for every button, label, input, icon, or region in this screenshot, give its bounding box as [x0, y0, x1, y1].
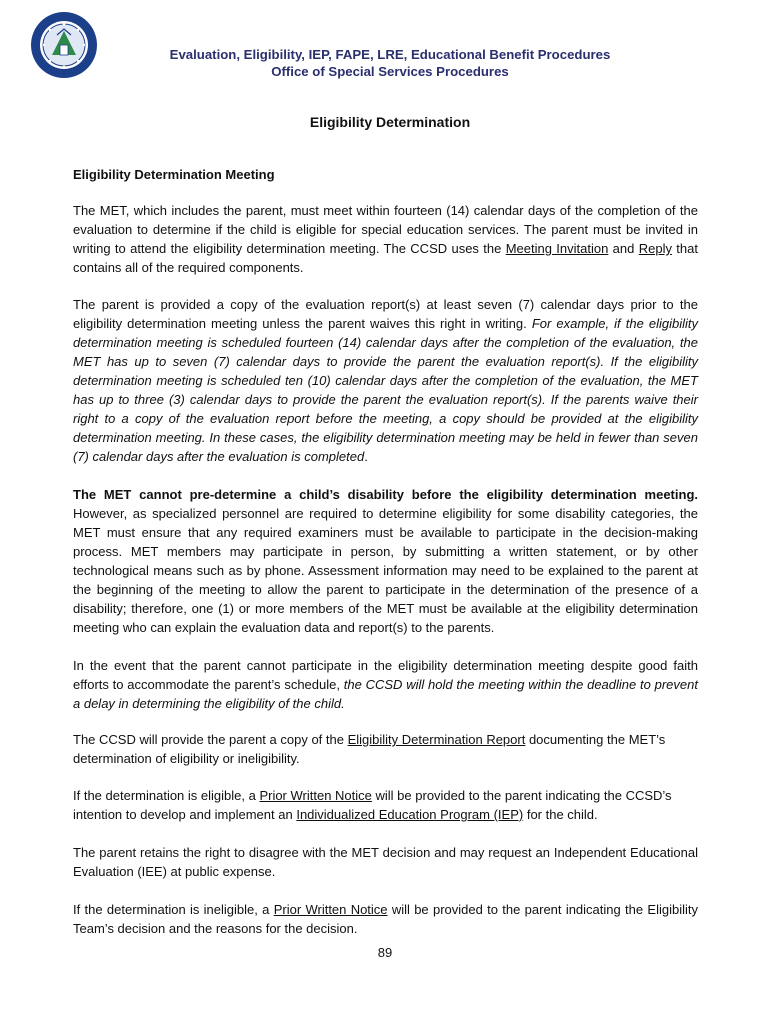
iep-link[interactable]: Individualized Education Program (IEP) [296, 807, 524, 822]
prior-written-notice-link[interactable]: Prior Written Notice [259, 788, 372, 803]
p3-bold-statement: The MET cannot pre-determine a child’s disability before the eligibility determination meeting. [73, 487, 698, 502]
p2-example-italic: For example, if the eligibility determination meeting is scheduled fourteen (14) calendar days after the completion of the evaluation, the MET has up to seven (7) calendar days to provide the parent the evaluation report(s). If the eligibility determination meeting is scheduled ten (10) calendar days after the completion of the evaluation, the MET has up to three (3) calendar days to provide the parent the evaluation report(s). If the parents waive their right to a copy of the evaluation report before the meeting, a copy should be provided at the eligibility determination meeting. In these cases, the eligibility determination meeting may be held in fewer than seven (7) calendar days after the evaluation is completed [73, 316, 698, 464]
p1-text-c: that contains all of the required components. [73, 241, 698, 275]
p1-text-b: and [608, 241, 639, 256]
p4-italic: the CCSD will hold the meeting within the deadline to prevent a delay in determining the eligibility of the child. [73, 677, 698, 711]
p8-text-a: If the determination is ineligible, a [73, 902, 274, 917]
p6-text-a: If the determination is eligible, a [73, 788, 260, 803]
meeting-invitation-link[interactable]: Meeting Invitation [505, 241, 609, 256]
page-title: Eligibility Determination [309, 114, 471, 130]
p3-text: However, as specialized personnel are required to determine eligibility for some disability categories, the MET must ensure that any required examiners must be available to participate in the decision-making process. MET members may participate in person, by submitting a written statement, or by other technological means such as by phone. Assessment information may need to be explained to the parent at the beginning of the meeting to allow the parent to participate in the determination of the presence of a disability; therefore, one (1) or more members of the MET must be available at the eligibility determination meeting who can explain the evaluation data and report(s) to the parents. [73, 506, 698, 635]
p8-text-b: will be provided to the parent indicating the Eligibility Team’s decision and the reasons for the decision. [73, 902, 698, 936]
header-line-1: Evaluation, Eligibility, IEP, FAPE, LRE, Educational Benefit Procedures [169, 47, 611, 62]
paragraph-eligible [73, 786, 698, 824]
p6-text-b: will be provided to the parent indicating the CCSD’s intention to develop and implement an [73, 788, 672, 822]
paragraph-predetermination [73, 485, 698, 637]
paragraph-iee [73, 843, 698, 881]
paragraph-meeting-timeline [73, 201, 698, 277]
reply-link[interactable]: Reply [638, 241, 672, 256]
page-number: 89 [377, 945, 393, 960]
document-header [100, 46, 680, 80]
prior-written-notice-link-2[interactable]: Prior Written Notice [273, 902, 388, 917]
p5-text-a: The CCSD will provide the parent a copy of the [73, 732, 348, 747]
header-line-2: Office of Special Services Procedures [271, 64, 509, 79]
district-seal-logo [30, 11, 98, 79]
paragraph-eligibility-report [73, 730, 698, 768]
p2-text-a: The parent is provided a copy of the evaluation report(s) at least seven (7) calendar days prior to the eligibility determination meeting unless the parent waives this right in writing. [73, 297, 698, 331]
eligibility-determination-report-link[interactable]: Eligibility Determination Report [347, 732, 526, 747]
p6-text-c: for the child. [523, 807, 598, 822]
paragraph-ineligible [73, 900, 698, 938]
p2-text-b: . [364, 449, 368, 464]
section-heading: Eligibility Determination Meeting [73, 167, 275, 182]
paragraph-evaluation-report [73, 295, 698, 466]
p1-text-a: The MET, which includes the parent, must meet within fourteen (14) calendar days of the completion of the evaluation to determine if the child is eligible for special education services. The parent must be invited in writing to attend the eligibility determination meeting. The CCSD uses the [73, 203, 698, 256]
p4-text: In the event that the parent cannot participate in the eligibility determination meeting despite good faith efforts to accommodate the parent’s schedule, [73, 658, 698, 692]
p5-text-b: documenting the MET’s determination of eligibility or ineligibility. [73, 732, 666, 766]
p7-text: The parent retains the right to disagree with the MET decision and may request an Independent Educational Evaluation (IEE) at public expense. [73, 845, 698, 879]
paragraph-parent-participation [73, 656, 698, 713]
